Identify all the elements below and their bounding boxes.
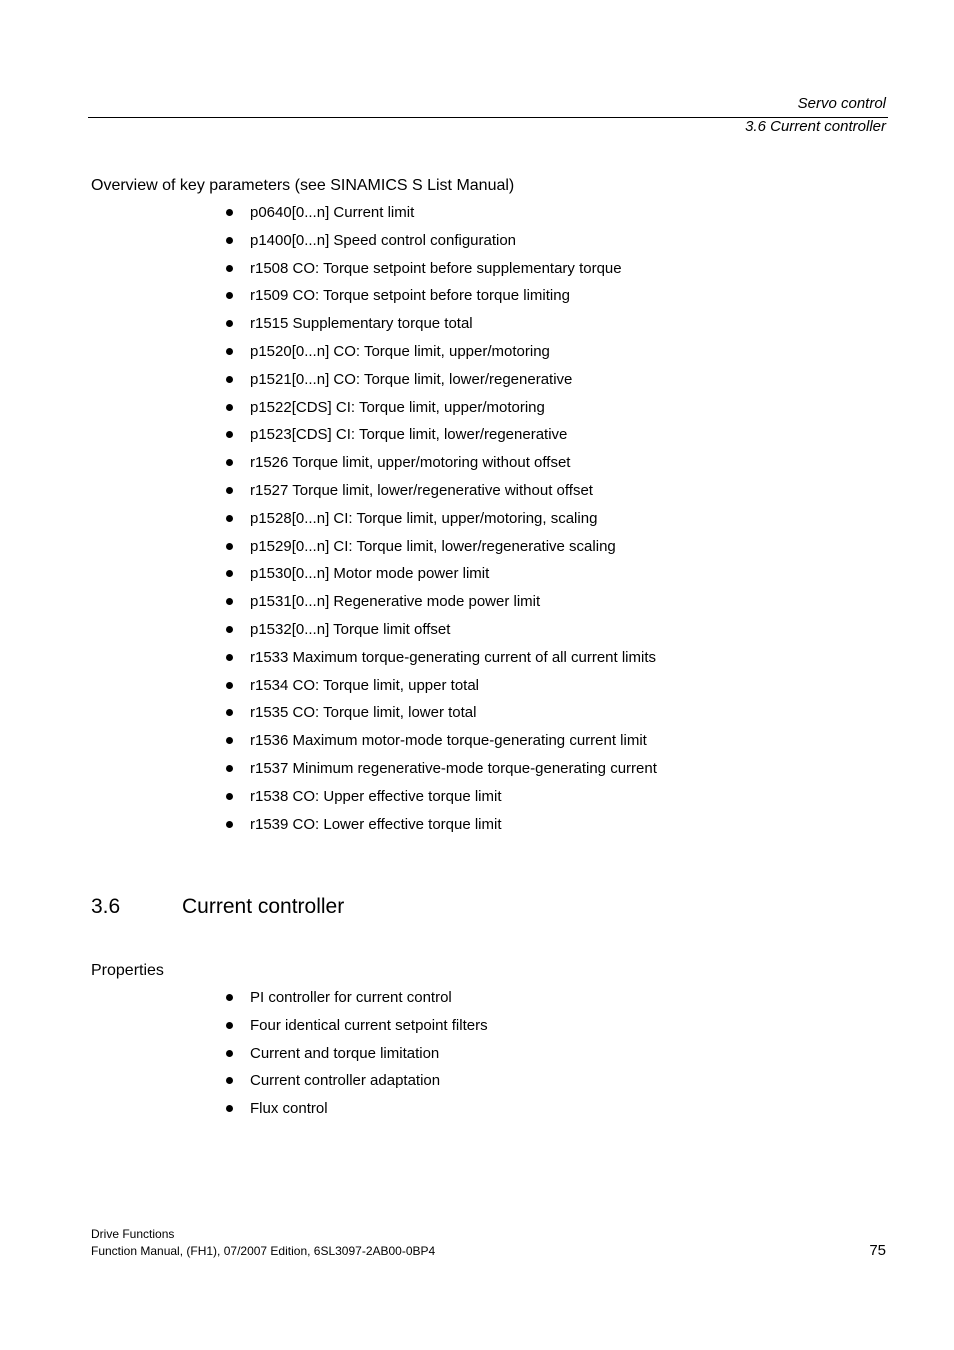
- list-item-text: p1529[0...n] CI: Torque limit, lower/regenerative scaling: [250, 537, 616, 555]
- bullet-icon: [226, 682, 233, 689]
- bullet-icon: [226, 994, 233, 1001]
- list-item-text: r1539 CO: Lower effective torque limit: [250, 815, 502, 833]
- list-item-text: r1509 CO: Torque setpoint before torque limiting: [250, 287, 570, 305]
- list-item-text: p1531[0...n] Regenerative mode power limit: [250, 593, 541, 611]
- list-item-text: r1537 Minimum regenerative-mode torque-generating current: [250, 759, 657, 777]
- bullet-icon: [226, 265, 233, 272]
- bullet-icon: [226, 598, 233, 605]
- bullet-icon: [226, 487, 233, 494]
- list-item-text: PI controller for current control: [250, 989, 452, 1006]
- header-chapter-title: Servo control: [797, 95, 886, 112]
- section-number: 3.6: [91, 895, 121, 918]
- bullet-icon: [226, 793, 233, 800]
- bullet-icon: [226, 1022, 233, 1029]
- list-item-text: r1535 CO: Torque limit, lower total: [250, 704, 477, 722]
- footer-document-title: Drive Functions: [91, 1227, 175, 1241]
- list-item-text: p1532[0...n] Torque limit offset: [250, 620, 451, 638]
- bullet-icon: [226, 709, 233, 716]
- footer-edition-info: Function Manual, (FH1), 07/2007 Edition, 6SL3097-2AB00-0BP4: [91, 1244, 436, 1258]
- list-item-text: p1522[CDS] CI: Torque limit, upper/motoring: [250, 398, 545, 416]
- bullet-icon: [226, 737, 233, 744]
- list-item-text: p1530[0...n] Motor mode power limit: [250, 565, 490, 583]
- properties-heading: Properties: [91, 962, 164, 979]
- bullet-icon: [226, 292, 233, 299]
- bullet-icon: [226, 626, 233, 633]
- bullet-icon: [226, 1077, 233, 1084]
- bullet-icon: [226, 1050, 233, 1057]
- list-item-text: r1536 Maximum motor-mode torque-generating current limit: [250, 732, 647, 750]
- list-item-text: Current controller adaptation: [250, 1072, 441, 1090]
- list-item-text: r1508 CO: Torque setpoint before supplementary torque: [250, 259, 622, 277]
- bullet-icon: [226, 431, 233, 438]
- list-item-text: r1515 Supplementary torque total: [250, 315, 473, 333]
- bullet-icon: [226, 459, 233, 466]
- bullet-icon: [226, 570, 233, 577]
- bullet-icon: [226, 404, 233, 411]
- list-item-text: p1521[0...n] CO: Torque limit, lower/regenerative: [250, 370, 573, 388]
- list-item-text: r1526 Torque limit, upper/motoring without offset: [250, 454, 571, 472]
- header-section-title: 3.6 Current controller: [745, 118, 886, 135]
- bullet-icon: [226, 348, 233, 355]
- list-item-text: Four identical current setpoint filters: [250, 1016, 488, 1034]
- list-item-text: p1523[CDS] CI: Torque limit, lower/regenerative: [250, 426, 568, 444]
- bullet-icon: [226, 515, 233, 522]
- list-item-text: p1520[0...n] CO: Torque limit, upper/motoring: [250, 342, 550, 360]
- bullet-icon: [226, 654, 233, 661]
- bullet-icon: [226, 320, 233, 327]
- list-item-text: r1533 Maximum torque-generating current of all current limits: [250, 648, 657, 666]
- bullet-icon: [226, 209, 233, 216]
- page-number: 75: [869, 1242, 886, 1259]
- list-item-text: p1400[0...n] Speed control configuration: [250, 231, 517, 249]
- overview-heading: Overview of key parameters (see SINAMICS S List Manual): [91, 177, 515, 194]
- list-item-text: Current and torque limitation: [250, 1044, 440, 1062]
- list-item-text: r1527 Torque limit, lower/regenerative without offset: [250, 481, 593, 499]
- section-title: Current controller: [182, 895, 345, 918]
- list-item-text: p1528[0...n] CI: Torque limit, upper/motoring, scaling: [250, 509, 598, 527]
- bullet-icon: [226, 543, 233, 550]
- list-item-text: r1534 CO: Torque limit, upper total: [250, 676, 480, 694]
- bullet-icon: [226, 1105, 233, 1112]
- list-item-text: p0640[0...n] Current limit: [250, 204, 415, 221]
- bullet-icon: [226, 376, 233, 383]
- list-item-text: Flux control: [250, 1100, 328, 1118]
- bullet-icon: [226, 765, 233, 772]
- bullet-icon: [226, 821, 233, 828]
- list-item-text: r1538 CO: Upper effective torque limit: [250, 787, 502, 805]
- bullet-icon: [226, 237, 233, 244]
